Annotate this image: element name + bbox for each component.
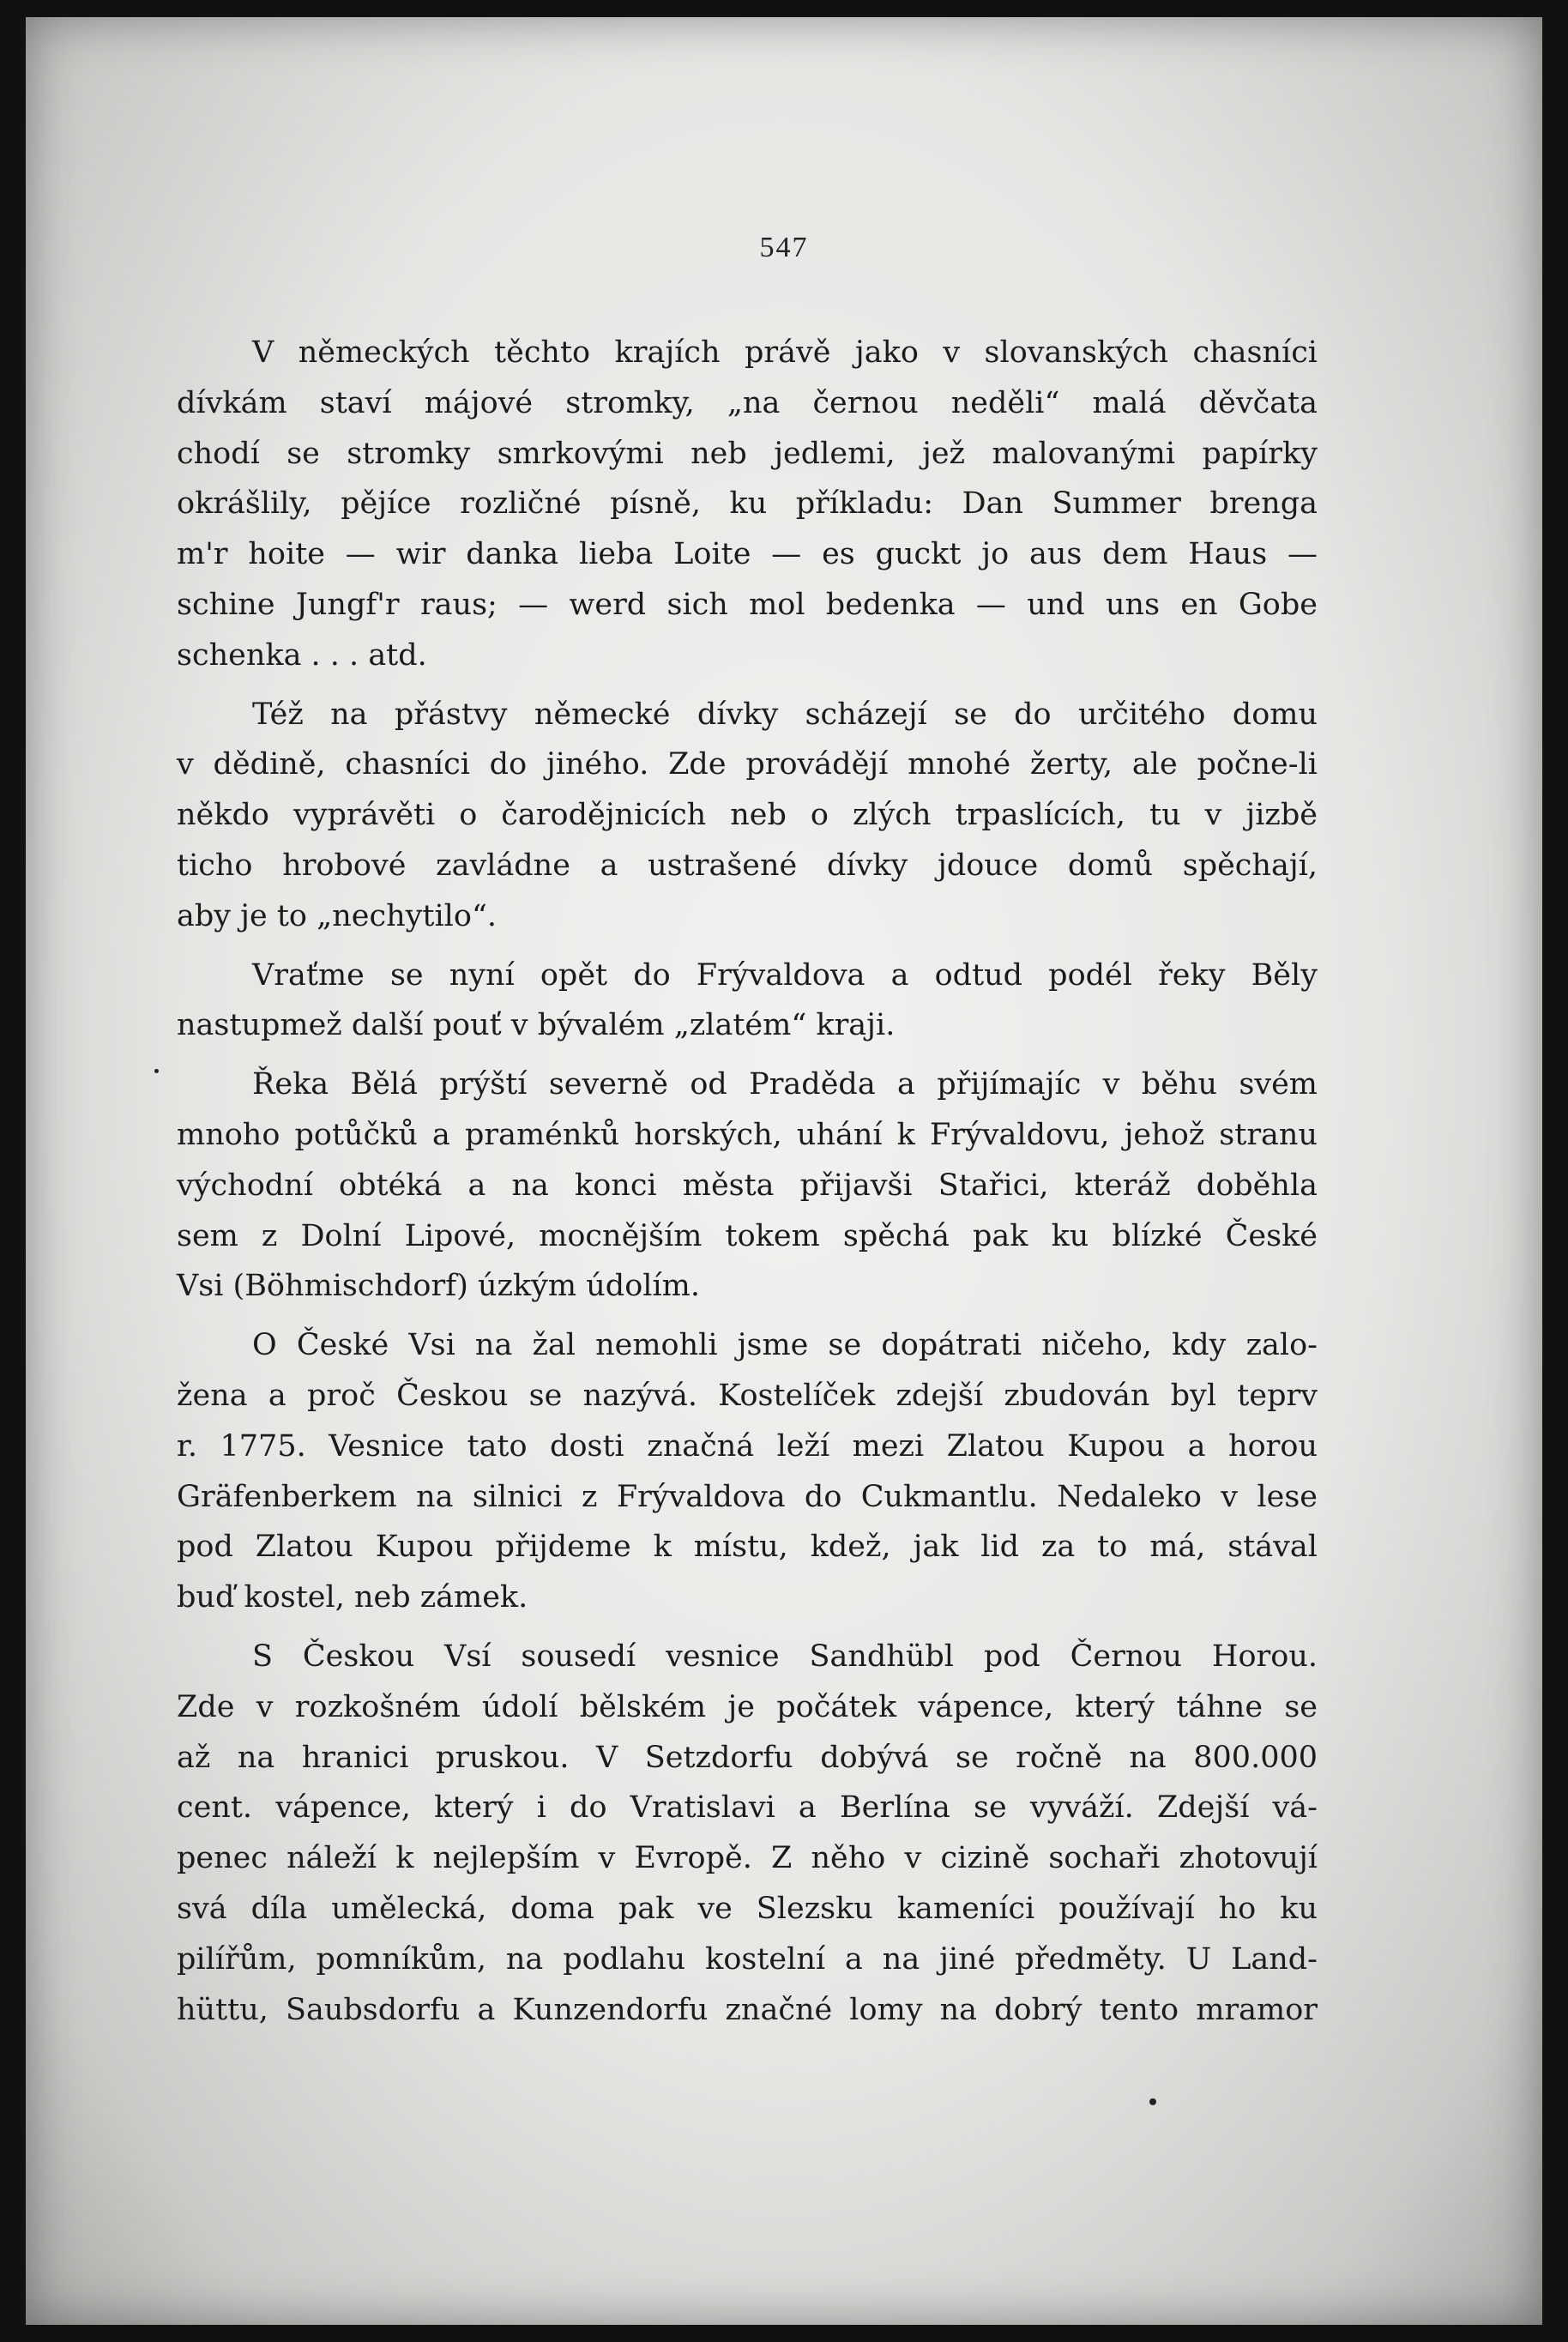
text-line: ticho hrobové zavládne a ustrašené dívky jdouce domů spěchají, (177, 848, 1318, 883)
text-line: východní obtéká a na konci města přijavši Stařici, kteráž doběhla (177, 1168, 1318, 1203)
text-line: pilířům, pomníkům, na podlahu kostelní a na jiné předměty. U Land- (177, 1941, 1318, 1977)
text-line: V německých těchto krajích právě jako v slovanských chasníci (252, 335, 1318, 370)
text-line: Též na přástvy německé dívky scházejí se do určitého domu (252, 697, 1318, 732)
ink-speck (154, 1069, 159, 1073)
text-line: m'r hoite — wir danka lieba Loite — es guckt jo aus dem Haus — (177, 537, 1318, 572)
text-line: mnoho potůčků a praménků horských, uhání k Frývaldovu, jehož stranu (177, 1117, 1318, 1152)
text-line: buď kostel, neb zámek. (177, 1580, 528, 1615)
text-line: S Českou Vsí sousedí vesnice Sandhübl pod Černou Horou. (252, 1639, 1318, 1674)
paragraph (177, 690, 1318, 942)
text-line: Gräfenberkem na silnici z Frývaldova do Cukmantlu. Nedaleko v lese (177, 1479, 1318, 1514)
text-line: někdo vyprávěti o čarodějnicích neb o zlých trpaslících, tu v jizbě (177, 798, 1318, 833)
text-line: hüttu, Saubsdorfu a Kunzendorfu značné lomy na dobrý tento mramor (177, 1992, 1318, 2027)
text-line: chodí se stromky smrkovými neb jedlemi, jež malovanými papírky (177, 436, 1318, 471)
body-text (177, 328, 1318, 2043)
paragraph (177, 951, 1318, 1052)
paragraph (177, 328, 1318, 681)
book-page (26, 17, 1542, 2325)
text-line: Vsi (Böhmischdorf) úzkým údolím. (177, 1269, 700, 1304)
ink-speck (1149, 2098, 1156, 2105)
text-line: Vraťme se nyní opět do Frývaldova a odtud podél řeky Běly (252, 957, 1318, 993)
text-line: schine Jungf'r raus; — werd sich mol bedenka — und uns en Gobe (177, 587, 1318, 622)
text-line: pod Zlatou Kupou přijdeme k místu, kdež, jak lid za to má, stával (177, 1530, 1318, 1565)
text-line: r. 1775. Vesnice tato dosti značná leží mezi Zlatou Kupou a horou (177, 1428, 1318, 1464)
text-line: O České Vsi na žal nemohli jsme se dopátrati ničeho, kdy zalo- (252, 1328, 1318, 1363)
text-line: penec náleží k nejlepším v Evropě. Z něho v cizině sochaři zhotovují (177, 1841, 1318, 1876)
paragraph (177, 1320, 1318, 1623)
text-line: až na hranici pruskou. V Setzdorfu dobývá se ročně na 800.000 (177, 1740, 1318, 1775)
text-line: žena a proč Českou se nazývá. Kostelíček zdejší zbudován byl teprv (177, 1378, 1318, 1413)
text-line: sem z Dolní Lipové, mocnějším tokem spěchá pak ku blízké České (177, 1218, 1318, 1253)
text-line: cent. vápence, který i do Vratislavi a Berlína se vyváží. Zdejší vá- (177, 1790, 1318, 1826)
text-line: okrášlily, pějíce rozličné písně, ku příkladu: Dan Summer brenga (177, 486, 1318, 522)
text-line: v dědině, chasníci do jiného. Zde provádějí mnohé žerty, ale počne-li (177, 747, 1318, 782)
text-line: svá díla umělecká, doma pak ve Slezsku kameníci používají ho ku (177, 1891, 1318, 1926)
text-line: dívkám staví májové stromky, „na černou neděli“ malá děvčata (177, 385, 1318, 420)
text-line: nastupmež další pouť v bývalém „zlatém“ kraji. (177, 1008, 896, 1043)
text-line: schenka . . . atd. (177, 637, 427, 673)
text-line: Zde v rozkošném údolí bělském je počátek vápence, který táhne se (177, 1689, 1318, 1724)
page-number: 547 (759, 232, 809, 263)
text-line: Řeka Bělá prýští severně od Praděda a přijímajíc v běhu svém (252, 1067, 1318, 1102)
text-line: aby je to „nechytilo“. (177, 898, 497, 933)
paragraph (177, 1059, 1318, 1312)
paragraph (177, 1632, 1318, 2035)
